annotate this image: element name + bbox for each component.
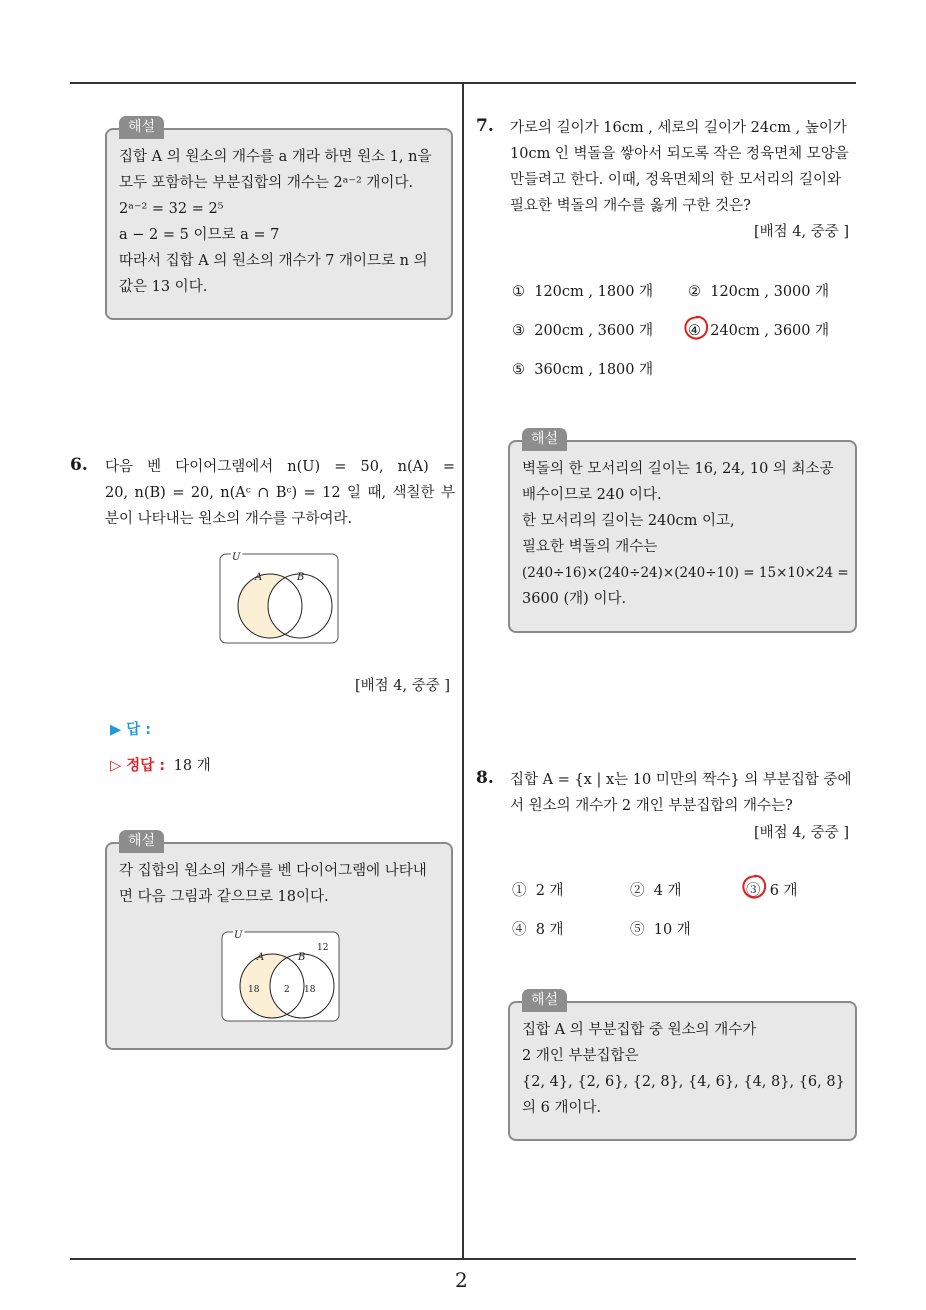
- question-line: 20, n(B) = 20, n(Aᶜ ∩ Bᶜ) = 12 일 때, 색칠한 부: [105, 485, 455, 501]
- question-line: 가로의 길이가 16cm , 세로의 길이가 24cm , 높이가: [510, 120, 847, 136]
- question-score: [배점 4, 중중 ]: [754, 224, 850, 240]
- venn-diagram-question: [218, 552, 342, 646]
- option-1[interactable]: [512, 280, 653, 301]
- option-1[interactable]: [512, 879, 564, 900]
- explanation-line: 배수이므로 240 이다.: [522, 487, 662, 503]
- explanation-line: 의 6 개이다.: [522, 1100, 602, 1116]
- explanation-line: 집합 A 의 부분집합 중 원소의 개수가: [522, 1022, 757, 1038]
- option-text: 8 개: [535, 922, 564, 938]
- explanation-line: 면 다음 그림과 같으므로 18이다.: [119, 889, 329, 905]
- option-mark: ③: [512, 323, 525, 339]
- venn-outside-count: 12: [317, 943, 329, 953]
- option-text: 200cm , 3600 개: [534, 323, 654, 339]
- option-text: 10 개: [653, 922, 691, 938]
- explanation-line: 3600 (개) 이다.: [522, 591, 627, 607]
- venn-label-a: A: [257, 952, 265, 963]
- venn-label-b: B: [298, 952, 306, 963]
- correct-answer-value: 18 개: [173, 758, 211, 774]
- venn-diagram-solution: [220, 930, 342, 1024]
- option-mark: ④: [688, 323, 701, 339]
- question-number: 6.: [70, 455, 88, 475]
- explanation-line: 벽돌의 한 모서리의 길이는 16, 24, 10 의 최소공: [522, 461, 834, 477]
- question-number: 7.: [476, 116, 494, 136]
- correct-answer-label: ▷ 정답 :: [110, 758, 166, 774]
- option-text: 120cm , 1800 개: [534, 284, 654, 300]
- question-line: 다음 벤 다이어그램에서 n(U) = 50, n(A) =: [105, 459, 455, 475]
- question-line: 만들려고 한다. 이때, 정육면체의 한 모서리의 길이와: [510, 172, 842, 188]
- venn-intersection-count: 2: [284, 985, 290, 995]
- explanation-line: a − 2 = 5 이므로 a = 7: [119, 227, 280, 243]
- explanation-line: 값은 13 이다.: [119, 279, 208, 295]
- option-mark: ④: [512, 922, 527, 938]
- option-mark: ①: [512, 284, 525, 300]
- explanation-line: 한 모서리의 길이는 240cm 이고,: [522, 513, 735, 529]
- option-text: 120cm , 3000 개: [710, 284, 830, 300]
- question-text: [510, 767, 860, 819]
- explanation-tab: 해설: [119, 830, 164, 853]
- venn-label-b: B: [297, 572, 305, 583]
- explanation-tab: 해설: [119, 116, 164, 139]
- explanation-line: 각 집합의 원소의 개수를 벤 다이어그램에 나타내: [119, 863, 427, 879]
- selected-answer-circle: [682, 314, 710, 342]
- venn-label-u: U: [232, 552, 241, 563]
- question-number: 8.: [476, 768, 494, 788]
- option-mark: ②: [688, 284, 701, 300]
- selected-answer-circle: [740, 873, 768, 901]
- question-text: [510, 115, 860, 219]
- question-text: [105, 454, 455, 532]
- option-2[interactable]: [630, 879, 682, 900]
- option-mark: ⑤: [512, 362, 525, 378]
- page-number: 2: [455, 1268, 468, 1292]
- question-line: 분이 나타내는 원소의 개수를 구하여라.: [105, 511, 353, 527]
- option-text: 360cm , 1800 개: [534, 362, 654, 378]
- bottom-rule: [70, 1258, 856, 1260]
- explanation-box-q6: [105, 833, 453, 1050]
- option-5[interactable]: [512, 358, 653, 379]
- option-mark: ②: [630, 883, 645, 899]
- option-mark: ①: [512, 883, 527, 899]
- explanation-box-q7: [508, 431, 857, 633]
- question-line: 필요한 벽돌의 개수를 옳게 구한 것은?: [510, 198, 751, 214]
- explanation-line: 집합 A 의 원소의 개수를 a 개라 하면 원소 1, n을: [119, 149, 432, 165]
- venn-label-a: A: [255, 572, 263, 583]
- option-2[interactable]: [688, 280, 829, 301]
- column-divider: [462, 82, 464, 1260]
- explanation-box-q5: [105, 119, 453, 320]
- option-mark: ③: [746, 883, 761, 899]
- question-line: 집합 A = {x | x는 10 미만의 짝수} 의 부분집합 중에: [510, 772, 852, 788]
- answer-label-text: ▶ 답 :: [110, 722, 152, 738]
- option-5[interactable]: [630, 918, 691, 939]
- option-text: 6 개: [769, 883, 798, 899]
- question-score: [배점 4, 중중 ]: [754, 825, 850, 841]
- venn-b-only-count: 18: [304, 985, 316, 995]
- option-text: 2 개: [535, 883, 564, 899]
- explanation-line: 따라서 집합 A 의 원소의 개수가 7 개이므로 n 의: [119, 253, 428, 269]
- option-3[interactable]: [512, 319, 653, 340]
- option-text: 4 개: [653, 883, 682, 899]
- option-mark: ⑤: [630, 922, 645, 938]
- explanation-line: 2ᵃ⁻² = 32 = 2⁵: [119, 201, 224, 217]
- explanation-tab: 해설: [522, 989, 567, 1012]
- explanation-tab: 해설: [522, 428, 567, 451]
- option-4[interactable]: [512, 918, 564, 939]
- answer-label: [110, 718, 151, 739]
- question-line: 서 원소의 개수가 2 개인 부분집합의 개수는?: [510, 798, 793, 814]
- correct-answer: [110, 754, 211, 775]
- explanation-line: (240÷16)×(240÷24)×(240÷10) = 15×10×24 =: [522, 565, 849, 581]
- explanation-line: {2, 4}, {2, 6}, {2, 8}, {4, 6}, {4, 8}, {6, 8}: [522, 1074, 845, 1090]
- option-text: 240cm , 3600 개: [710, 323, 830, 339]
- explanation-box-q8: [508, 992, 857, 1141]
- explanation-line: 모두 포함하는 부분집합의 개수는 2ᵃ⁻² 개이다.: [119, 175, 414, 191]
- question-score: [배점 4, 중중 ]: [355, 678, 451, 694]
- venn-label-u: U: [234, 930, 243, 941]
- explanation-line: 2 개인 부분집합은: [522, 1048, 639, 1064]
- venn-a-only-count: 18: [248, 985, 260, 995]
- explanation-line: 필요한 벽돌의 개수는: [522, 539, 658, 555]
- question-line: 10cm 인 벽돌을 쌓아서 되도록 작은 정육면체 모양을: [510, 146, 849, 162]
